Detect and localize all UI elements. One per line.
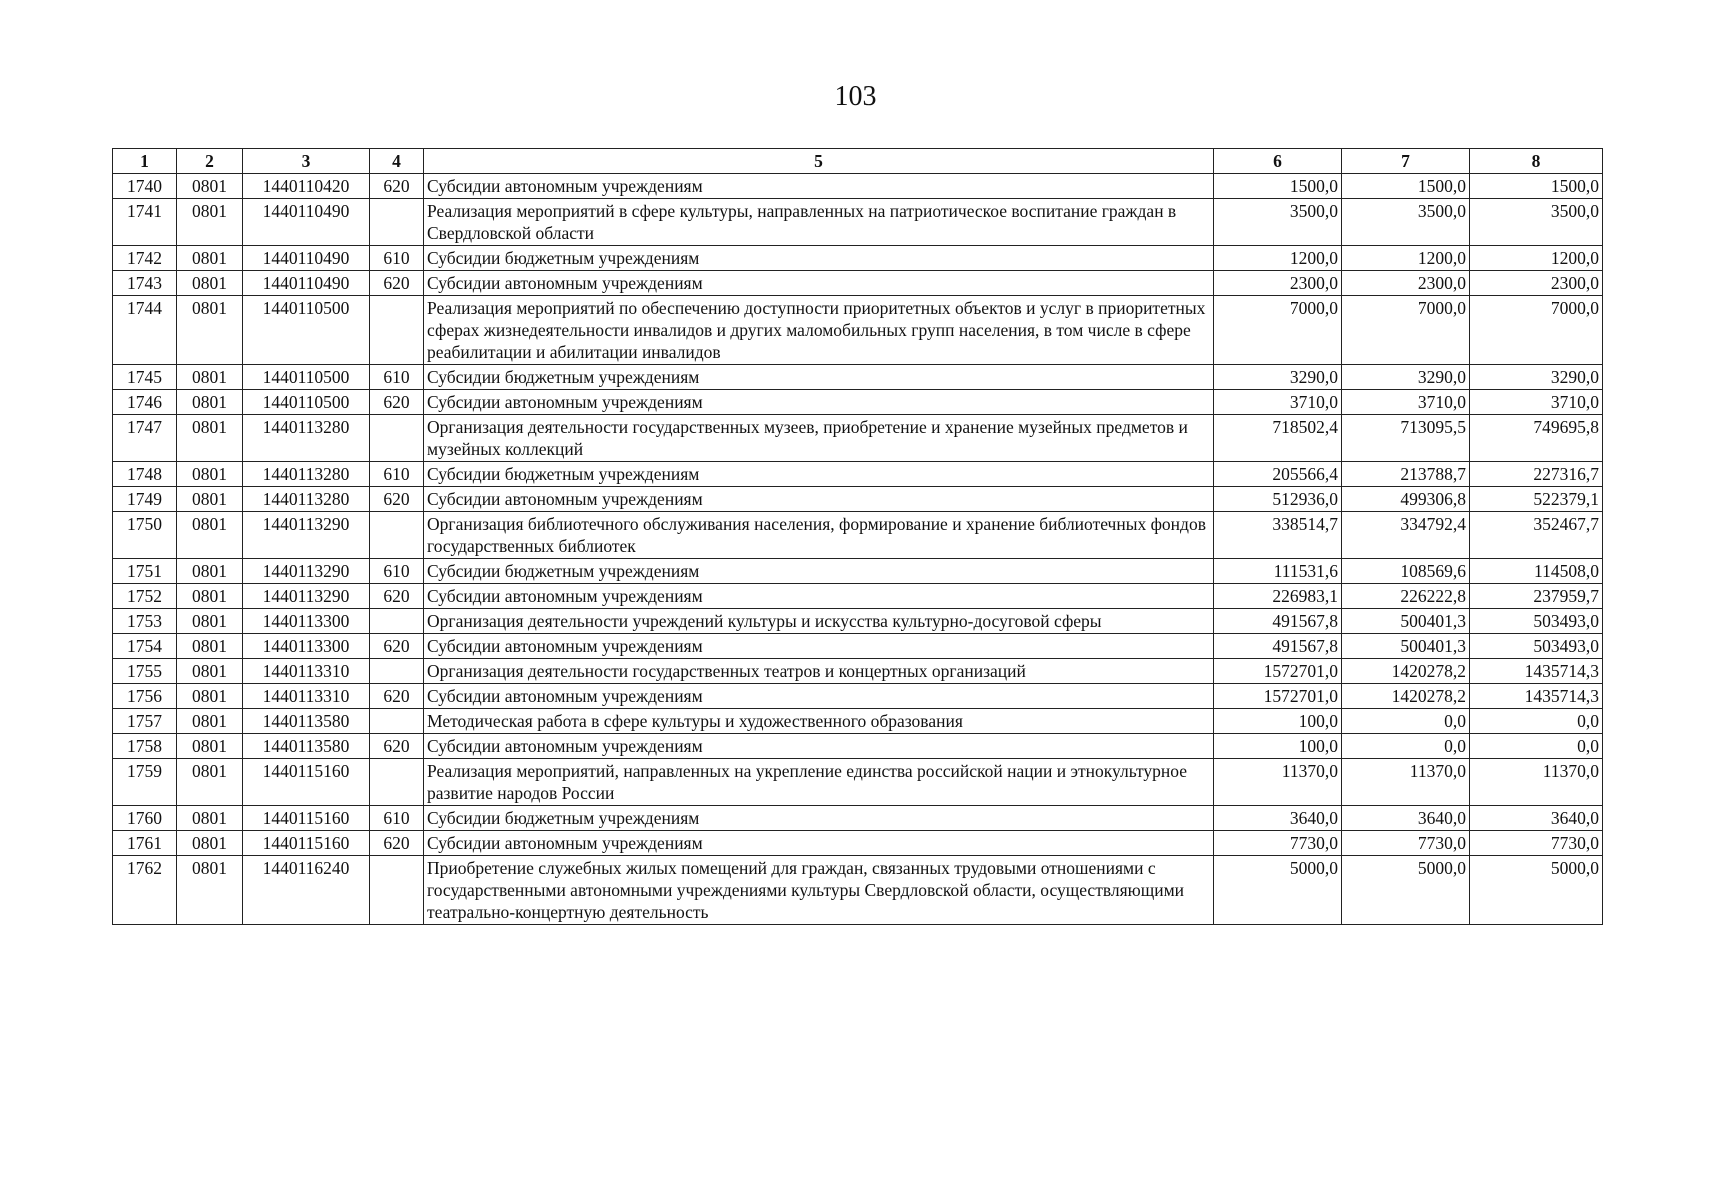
row-number: 1741 — [113, 199, 177, 246]
row-description: Субсидии автономным учреждениям — [424, 271, 1214, 296]
row-number: 1754 — [113, 634, 177, 659]
row-number: 1761 — [113, 831, 177, 856]
row-number: 1747 — [113, 415, 177, 462]
amount-col-8: 3500,0 — [1470, 199, 1603, 246]
amount-col-6: 111531,6 — [1214, 559, 1342, 584]
row-number: 1745 — [113, 365, 177, 390]
target-article-code: 1440113300 — [243, 634, 370, 659]
row-description: Субсидии автономным учреждениям — [424, 831, 1214, 856]
amount-col-6: 7000,0 — [1214, 296, 1342, 365]
section-code: 0801 — [177, 831, 243, 856]
section-code: 0801 — [177, 487, 243, 512]
table-row — [113, 806, 1603, 831]
amount-col-8: 3640,0 — [1470, 806, 1603, 831]
table-row — [113, 709, 1603, 734]
budget-table — [112, 148, 1603, 925]
table-row — [113, 609, 1603, 634]
page-number: 103 — [834, 81, 877, 112]
expense-type-code — [370, 856, 424, 925]
table-row — [113, 296, 1603, 365]
target-article-code: 1440113580 — [243, 734, 370, 759]
amount-col-8: 227316,7 — [1470, 462, 1603, 487]
amount-col-6: 3500,0 — [1214, 199, 1342, 246]
row-description: Организация деятельности государственных музеев, приобретение и хранение музейных предметов и музейных коллекций — [424, 415, 1214, 462]
target-article-code: 1440116240 — [243, 856, 370, 925]
section-code: 0801 — [177, 734, 243, 759]
row-description: Реализация мероприятий по обеспечению доступности приоритетных объектов и услуг в приоритетных сферах жизнедеятельности инвалидов и других маломобильных групп населения, в том числе в сфере реабилитации и абилитации инвалидов — [424, 296, 1214, 365]
expense-type-code: 620 — [370, 684, 424, 709]
amount-col-8: 7000,0 — [1470, 296, 1603, 365]
amount-col-6: 1500,0 — [1214, 174, 1342, 199]
expense-type-code — [370, 759, 424, 806]
expense-type-code: 610 — [370, 806, 424, 831]
amount-col-7: 226222,8 — [1342, 584, 1470, 609]
expense-type-code: 620 — [370, 634, 424, 659]
target-article-code: 1440113280 — [243, 415, 370, 462]
row-number: 1750 — [113, 512, 177, 559]
section-code: 0801 — [177, 584, 243, 609]
amount-col-7: 1420278,2 — [1342, 684, 1470, 709]
table-body — [113, 174, 1603, 925]
section-code: 0801 — [177, 199, 243, 246]
amount-col-8: 3710,0 — [1470, 390, 1603, 415]
section-code: 0801 — [177, 709, 243, 734]
section-code: 0801 — [177, 559, 243, 584]
amount-col-8: 5000,0 — [1470, 856, 1603, 925]
row-description: Методическая работа в сфере культуры и художественного образования — [424, 709, 1214, 734]
expense-type-code: 610 — [370, 365, 424, 390]
expense-type-code — [370, 296, 424, 365]
row-description: Субсидии автономным учреждениям — [424, 684, 1214, 709]
row-number: 1751 — [113, 559, 177, 584]
amount-col-8: 503493,0 — [1470, 609, 1603, 634]
amount-col-6: 3640,0 — [1214, 806, 1342, 831]
row-number: 1748 — [113, 462, 177, 487]
row-number: 1740 — [113, 174, 177, 199]
amount-col-6: 100,0 — [1214, 709, 1342, 734]
amount-col-7: 1500,0 — [1342, 174, 1470, 199]
amount-col-8: 7730,0 — [1470, 831, 1603, 856]
row-number: 1759 — [113, 759, 177, 806]
section-code: 0801 — [177, 246, 243, 271]
section-code: 0801 — [177, 271, 243, 296]
row-description: Организация деятельности государственных театров и концертных организаций — [424, 659, 1214, 684]
amount-col-7: 5000,0 — [1342, 856, 1470, 925]
amount-col-6: 100,0 — [1214, 734, 1342, 759]
target-article-code: 1440115160 — [243, 759, 370, 806]
section-code: 0801 — [177, 634, 243, 659]
section-code: 0801 — [177, 659, 243, 684]
column-header: 3 — [243, 149, 370, 174]
table-row — [113, 831, 1603, 856]
expense-type-code: 620 — [370, 174, 424, 199]
section-code: 0801 — [177, 415, 243, 462]
section-code: 0801 — [177, 462, 243, 487]
row-description: Субсидии автономным учреждениям — [424, 390, 1214, 415]
target-article-code: 1440113290 — [243, 584, 370, 609]
expense-type-code: 620 — [370, 487, 424, 512]
table-row — [113, 462, 1603, 487]
row-description: Субсидии бюджетным учреждениям — [424, 462, 1214, 487]
row-description: Субсидии бюджетным учреждениям — [424, 806, 1214, 831]
target-article-code: 1440110490 — [243, 199, 370, 246]
expense-type-code: 610 — [370, 246, 424, 271]
target-article-code: 1440113300 — [243, 609, 370, 634]
amount-col-8: 522379,1 — [1470, 487, 1603, 512]
target-article-code: 1440113290 — [243, 559, 370, 584]
expense-type-code — [370, 415, 424, 462]
row-number: 1743 — [113, 271, 177, 296]
target-article-code: 1440115160 — [243, 806, 370, 831]
amount-col-7: 213788,7 — [1342, 462, 1470, 487]
amount-col-8: 3290,0 — [1470, 365, 1603, 390]
expense-type-code: 620 — [370, 584, 424, 609]
expense-type-code — [370, 709, 424, 734]
row-number: 1744 — [113, 296, 177, 365]
amount-col-7: 7730,0 — [1342, 831, 1470, 856]
row-number: 1756 — [113, 684, 177, 709]
target-article-code: 1440113310 — [243, 659, 370, 684]
table-row — [113, 174, 1603, 199]
amount-col-8: 11370,0 — [1470, 759, 1603, 806]
row-description: Субсидии автономным учреждениям — [424, 174, 1214, 199]
expense-type-code — [370, 199, 424, 246]
row-description: Организация деятельности учреждений культуры и искусства культурно-досуговой сферы — [424, 609, 1214, 634]
target-article-code: 1440110500 — [243, 365, 370, 390]
table-header-row — [113, 149, 1603, 174]
row-description: Организация библиотечного обслуживания населения, формирование и хранение библиотечных фондов государственных библиотек — [424, 512, 1214, 559]
table-row — [113, 584, 1603, 609]
section-code: 0801 — [177, 759, 243, 806]
target-article-code: 1440115160 — [243, 831, 370, 856]
amount-col-8: 1435714,3 — [1470, 684, 1603, 709]
row-number: 1749 — [113, 487, 177, 512]
amount-col-7: 0,0 — [1342, 734, 1470, 759]
amount-col-7: 7000,0 — [1342, 296, 1470, 365]
amount-col-6: 338514,7 — [1214, 512, 1342, 559]
row-description: Субсидии бюджетным учреждениям — [424, 365, 1214, 390]
amount-col-8: 1200,0 — [1470, 246, 1603, 271]
amount-col-6: 512936,0 — [1214, 487, 1342, 512]
table-row — [113, 271, 1603, 296]
amount-col-7: 108569,6 — [1342, 559, 1470, 584]
column-header: 6 — [1214, 149, 1342, 174]
column-header: 8 — [1470, 149, 1603, 174]
row-description: Субсидии автономным учреждениям — [424, 584, 1214, 609]
expense-type-code: 620 — [370, 271, 424, 296]
amount-col-6: 11370,0 — [1214, 759, 1342, 806]
row-description: Субсидии бюджетным учреждениям — [424, 246, 1214, 271]
row-number: 1757 — [113, 709, 177, 734]
amount-col-7: 334792,4 — [1342, 512, 1470, 559]
row-description: Реализация мероприятий в сфере культуры, направленных на патриотическое воспитание граждан в Свердловской области — [424, 199, 1214, 246]
column-header: 4 — [370, 149, 424, 174]
section-code: 0801 — [177, 609, 243, 634]
amount-col-6: 1572701,0 — [1214, 684, 1342, 709]
section-code: 0801 — [177, 512, 243, 559]
target-article-code: 1440113280 — [243, 462, 370, 487]
amount-col-8: 237959,7 — [1470, 584, 1603, 609]
table-row — [113, 365, 1603, 390]
row-number: 1752 — [113, 584, 177, 609]
amount-col-7: 713095,5 — [1342, 415, 1470, 462]
table-row — [113, 659, 1603, 684]
target-article-code: 1440110490 — [243, 271, 370, 296]
section-code: 0801 — [177, 806, 243, 831]
amount-col-7: 3710,0 — [1342, 390, 1470, 415]
row-description: Субсидии бюджетным учреждениям — [424, 559, 1214, 584]
table-row — [113, 246, 1603, 271]
section-code: 0801 — [177, 296, 243, 365]
row-number: 1742 — [113, 246, 177, 271]
expense-type-code — [370, 659, 424, 684]
target-article-code: 1440113280 — [243, 487, 370, 512]
target-article-code: 1440113580 — [243, 709, 370, 734]
section-code: 0801 — [177, 856, 243, 925]
section-code: 0801 — [177, 174, 243, 199]
table-row — [113, 634, 1603, 659]
table-row — [113, 734, 1603, 759]
row-description: Реализация мероприятий, направленных на укрепление единства российской нации и этнокультурное развитие народов России — [424, 759, 1214, 806]
row-number: 1760 — [113, 806, 177, 831]
amount-col-8: 1435714,3 — [1470, 659, 1603, 684]
amount-col-7: 3500,0 — [1342, 199, 1470, 246]
target-article-code: 1440110500 — [243, 390, 370, 415]
amount-col-6: 3290,0 — [1214, 365, 1342, 390]
amount-col-6: 2300,0 — [1214, 271, 1342, 296]
row-description: Приобретение служебных жилых помещений для граждан, связанных трудовыми отношениями с государственными автономными учреждениями культуры Свердловской области, осуществляющими театрально-концертную деятельность — [424, 856, 1214, 925]
amount-col-7: 500401,3 — [1342, 634, 1470, 659]
section-code: 0801 — [177, 365, 243, 390]
section-code: 0801 — [177, 684, 243, 709]
amount-col-7: 3640,0 — [1342, 806, 1470, 831]
amount-col-7: 1200,0 — [1342, 246, 1470, 271]
amount-col-8: 503493,0 — [1470, 634, 1603, 659]
amount-col-6: 226983,1 — [1214, 584, 1342, 609]
amount-col-6: 205566,4 — [1214, 462, 1342, 487]
expense-type-code: 620 — [370, 831, 424, 856]
amount-col-8: 0,0 — [1470, 709, 1603, 734]
amount-col-6: 491567,8 — [1214, 634, 1342, 659]
amount-col-7: 0,0 — [1342, 709, 1470, 734]
target-article-code: 1440113310 — [243, 684, 370, 709]
amount-col-7: 1420278,2 — [1342, 659, 1470, 684]
amount-col-8: 1500,0 — [1470, 174, 1603, 199]
row-description: Субсидии автономным учреждениям — [424, 487, 1214, 512]
target-article-code: 1440110500 — [243, 296, 370, 365]
row-number: 1746 — [113, 390, 177, 415]
column-header: 2 — [177, 149, 243, 174]
amount-col-6: 491567,8 — [1214, 609, 1342, 634]
table-row — [113, 487, 1603, 512]
amount-col-7: 3290,0 — [1342, 365, 1470, 390]
amount-col-8: 2300,0 — [1470, 271, 1603, 296]
expense-type-code: 620 — [370, 390, 424, 415]
amount-col-6: 1572701,0 — [1214, 659, 1342, 684]
row-number: 1753 — [113, 609, 177, 634]
row-number: 1762 — [113, 856, 177, 925]
row-description: Субсидии автономным учреждениям — [424, 734, 1214, 759]
expense-type-code — [370, 512, 424, 559]
table-row — [113, 415, 1603, 462]
amount-col-6: 1200,0 — [1214, 246, 1342, 271]
expense-type-code: 610 — [370, 559, 424, 584]
table-row — [113, 856, 1603, 925]
section-code: 0801 — [177, 390, 243, 415]
amount-col-6: 718502,4 — [1214, 415, 1342, 462]
table-row — [113, 759, 1603, 806]
amount-col-6: 5000,0 — [1214, 856, 1342, 925]
amount-col-7: 2300,0 — [1342, 271, 1470, 296]
target-article-code: 1440110420 — [243, 174, 370, 199]
amount-col-7: 499306,8 — [1342, 487, 1470, 512]
amount-col-8: 0,0 — [1470, 734, 1603, 759]
column-header: 7 — [1342, 149, 1470, 174]
table-row — [113, 512, 1603, 559]
row-number: 1758 — [113, 734, 177, 759]
target-article-code: 1440110490 — [243, 246, 370, 271]
amount-col-7: 500401,3 — [1342, 609, 1470, 634]
row-number: 1755 — [113, 659, 177, 684]
table-row — [113, 684, 1603, 709]
amount-col-7: 11370,0 — [1342, 759, 1470, 806]
amount-col-8: 352467,7 — [1470, 512, 1603, 559]
expense-type-code — [370, 609, 424, 634]
amount-col-6: 7730,0 — [1214, 831, 1342, 856]
amount-col-8: 749695,8 — [1470, 415, 1603, 462]
expense-type-code: 610 — [370, 462, 424, 487]
table-row — [113, 390, 1603, 415]
expense-type-code: 620 — [370, 734, 424, 759]
amount-col-6: 3710,0 — [1214, 390, 1342, 415]
table-row — [113, 199, 1603, 246]
target-article-code: 1440113290 — [243, 512, 370, 559]
row-description: Субсидии автономным учреждениям — [424, 634, 1214, 659]
table-row — [113, 559, 1603, 584]
column-header: 5 — [424, 149, 1214, 174]
column-header: 1 — [113, 149, 177, 174]
amount-col-8: 114508,0 — [1470, 559, 1603, 584]
